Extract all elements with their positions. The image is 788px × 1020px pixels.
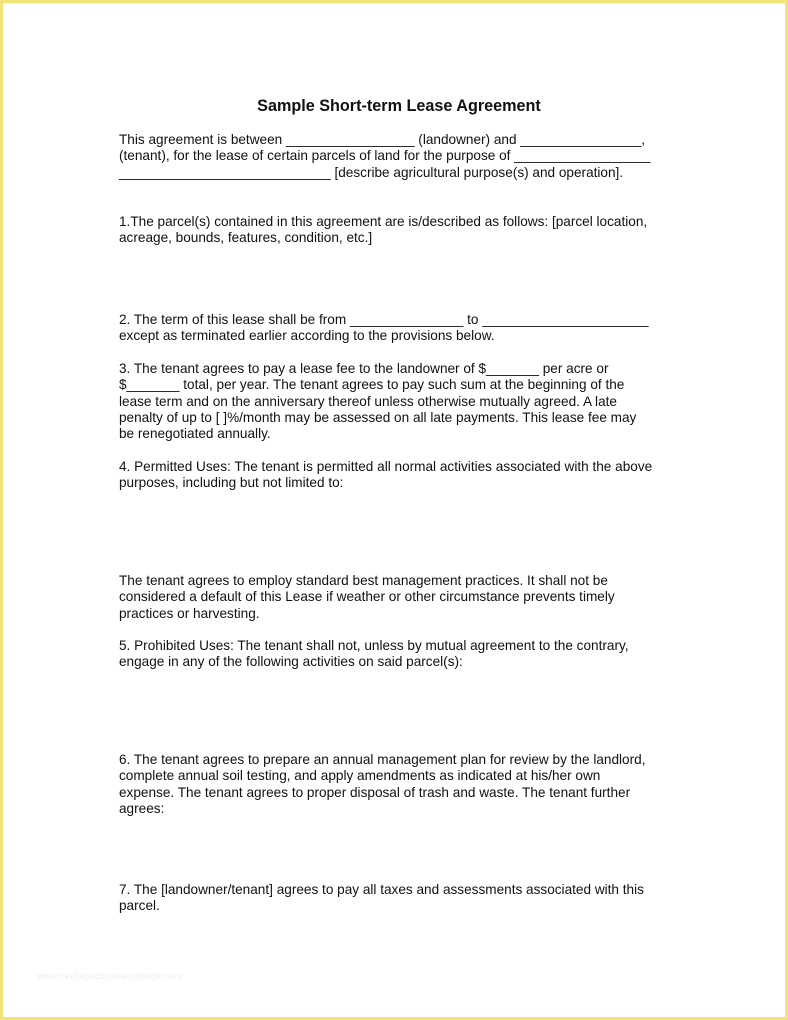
best-management-practices-paragraph: The tenant agrees to employ standard best management practices. It shall not be considered a default of this Lease if weather or other circumstance prevents timely practices or harvesting. xyxy=(119,573,615,621)
watermark-text: www.heritagechristiancollege.com xyxy=(37,971,183,981)
section-6-management-plan: 6. The tenant agrees to prepare an annual management plan for review by the landlord, complete annual soil testing, and apply amendments as indicated at his/her own expense. The tenant agrees to proper disposal of trash and waste. The tenant further agrees: xyxy=(119,752,646,816)
document-title: Sample Short-term Lease Agreement xyxy=(257,97,541,115)
section-3-lease-fee: 3. The tenant agrees to pay a lease fee to the landowner of $_______ per acre or $_______ total, per year. The tenant agrees to pay such sum at the beginning of the lease term and on the anniversary thereof unless otherwise mutually agreed. A late penalty of up to [ ]%/month may be assessed on all late payments. This lease fee may be renegotiated annually. xyxy=(119,361,637,442)
section-4-permitted-uses: 4. Permitted Uses: The tenant is permitted all normal activities associated with the above purposes, including but not limited to: xyxy=(119,459,653,491)
section-7-taxes-assessments: 7. The [landowner/tenant] agrees to pay all taxes and assessments associated with this parcel. xyxy=(119,882,644,914)
section-2-lease-term: 2. The term of this lease shall be from _______________ to ______________________ except as terminated earlier according to the provisions below. xyxy=(119,312,649,344)
section-1-parcel-description: 1.The parcel(s) contained in this agreement are is/described as follows: [parcel location, acreage, bounds, features, condition, etc.] xyxy=(119,214,648,246)
section-5-prohibited-uses: 5. Prohibited Uses: The tenant shall not, unless by mutual agreement to the contrary, engage in any of the following activities on said parcel(s): xyxy=(119,638,629,670)
intro-paragraph: This agreement is between _________________ (landowner) and ________________, (tenant), for the lease of certain parcels of land for the purpose of __________________ ____________________________ [describe agricultural purpose(s) and operation]. xyxy=(119,132,651,180)
